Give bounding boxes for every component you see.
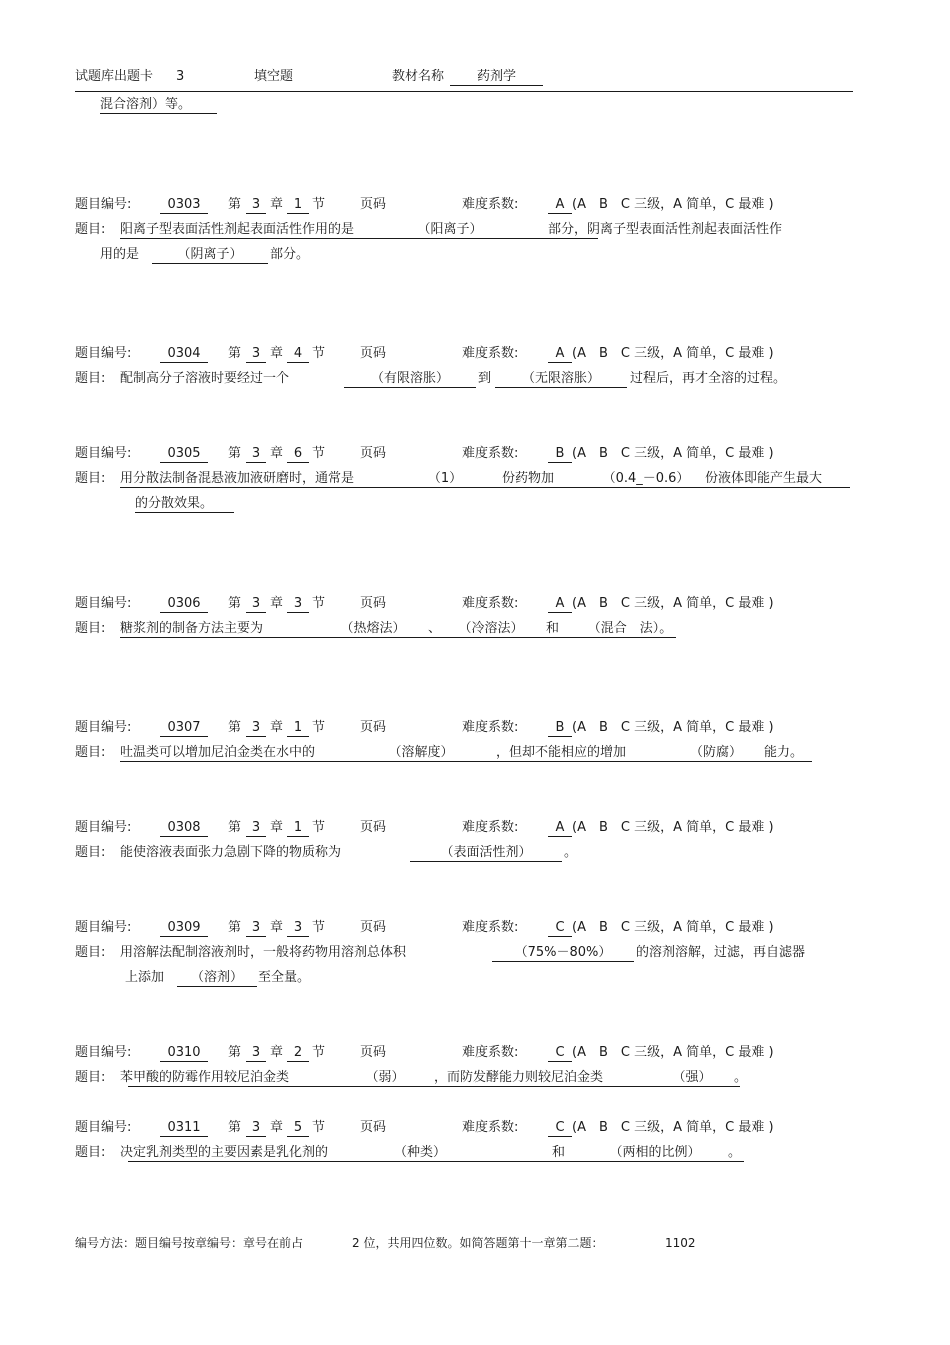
question-text: 能使溶液表面张力急剧下降的物质称为 [120, 845, 342, 860]
book-label: 教材名称 [392, 69, 445, 84]
difficulty-scale: (A B C 三级，A 简单，C 最难 ) [572, 720, 774, 735]
footer-text-a: 编号方法：题目编号按章编号：章号在前占 [75, 1236, 304, 1250]
section-number: 4 [287, 346, 309, 363]
page-label: 页码 [360, 1120, 387, 1135]
difficulty-label: 难度系数: [462, 720, 519, 735]
question-id: 0311 [160, 1120, 208, 1137]
difficulty-level: A [548, 346, 572, 363]
section-number: 6 [287, 446, 309, 463]
question-label: 题目: [75, 371, 106, 386]
difficulty-label: 难度系数: [462, 446, 519, 461]
chapter-suffix: 章 [270, 720, 284, 735]
difficulty-scale: (A B C 三级，A 简单，C 最难 ) [572, 1120, 774, 1135]
question-underline [135, 512, 234, 513]
question-text: 。 [734, 1070, 748, 1085]
question-id: 0304 [160, 346, 208, 363]
question-text: ，而防发酵能力则较尼泊金类 [434, 1070, 604, 1085]
question-id-label: 题目编号: [75, 720, 132, 735]
question-text: 用的是 [100, 247, 140, 262]
difficulty-label: 难度系数: [462, 197, 519, 212]
question-id: 0306 [160, 596, 208, 613]
question-id: 0309 [160, 920, 208, 937]
question-id: 0307 [160, 720, 208, 737]
question-id-label: 题目编号: [75, 346, 132, 361]
answer-blank: （无限溶胀） [495, 371, 627, 388]
difficulty-level: C [548, 1120, 572, 1137]
question-label: 题目: [75, 621, 106, 636]
question-label: 题目: [75, 745, 106, 760]
question-id: 0308 [160, 820, 208, 837]
section-suffix: 节 [312, 596, 326, 611]
question-label: 题目: [75, 945, 106, 960]
question-text: 份药物加 [502, 471, 555, 486]
section-number: 3 [287, 596, 309, 613]
question-id: 0303 [160, 197, 208, 214]
question-label: 题目: [75, 471, 106, 486]
question-text: 用溶解法配制溶液剂时，一般将药物用溶剂总体积 [120, 945, 407, 960]
chapter-number: 3 [246, 920, 266, 937]
difficulty-scale: (A B C 三级，A 简单，C 最难 ) [572, 1045, 774, 1060]
section-number: 1 [287, 720, 309, 737]
answer-blank: （阴离子） [152, 247, 268, 264]
chapter-number: 3 [246, 1120, 266, 1137]
difficulty-label: 难度系数: [462, 346, 519, 361]
question-underline [120, 238, 598, 239]
difficulty-level: B [548, 446, 572, 463]
section-number: 1 [287, 197, 309, 214]
question-id-label: 题目编号: [75, 1045, 132, 1060]
question-label: 题目: [75, 1070, 106, 1085]
difficulty-scale: (A B C 三级，A 简单，C 最难 ) [572, 820, 774, 835]
answer-blank: （弱） [340, 1070, 430, 1087]
answer-blank: （冷溶法） [458, 621, 524, 636]
chapter-suffix: 章 [270, 820, 284, 835]
question-text: 份液体即能产生最大 [705, 471, 823, 486]
page-label: 页码 [360, 1045, 387, 1060]
section-number: 1 [287, 820, 309, 837]
page-label: 页码 [360, 820, 387, 835]
chapter-number: 3 [246, 446, 266, 463]
page-label: 页码 [360, 346, 387, 361]
difficulty-label: 难度系数: [462, 820, 519, 835]
answer-blank: （种类） [380, 1145, 460, 1162]
card-label: 试题库出题卡 [75, 69, 154, 84]
difficulty-scale: (A B C 三级，A 简单，C 最难 ) [572, 446, 774, 461]
question-id-label: 题目编号: [75, 820, 132, 835]
question-text: 苯甲酸的防霉作用较尼泊金类 [120, 1070, 290, 1085]
chapter-suffix: 章 [270, 920, 284, 935]
question-type: 填空题 [254, 69, 294, 84]
difficulty-level: C [548, 920, 572, 937]
page-label: 页码 [360, 920, 387, 935]
chapter-prefix: 第 [228, 346, 242, 361]
section-suffix: 节 [312, 920, 326, 935]
difficulty-scale: (A B C 三级，A 简单，C 最难 ) [572, 346, 774, 361]
question-text: 糖浆剂的制备方法主要为 [120, 621, 264, 636]
chapter-number: 3 [246, 1045, 266, 1062]
question-text: 配制高分子溶液时要经过一个 [120, 371, 290, 386]
answer-blank: （有限溶胀） [344, 371, 476, 388]
section-suffix: 节 [312, 346, 326, 361]
chapter-prefix: 第 [228, 596, 242, 611]
footer-example: 1102 [665, 1236, 696, 1250]
difficulty-scale: (A B C 三级，A 简单，C 最难 ) [572, 596, 774, 611]
difficulty-label: 难度系数: [462, 1120, 519, 1135]
question-text: 阳离子型表面活性剂起表面活性作用的是 [120, 222, 355, 237]
chapter-prefix: 第 [228, 920, 242, 935]
question-text: 。 [728, 1145, 742, 1160]
question-text: 上添加 [125, 970, 165, 985]
question-text: 。 [564, 845, 578, 860]
question-text: 和 [552, 1145, 566, 1160]
question-underline [128, 1086, 740, 1087]
section-number: 3 [287, 920, 309, 937]
answer-blank: （75%－80%） [492, 945, 634, 962]
section-suffix: 节 [312, 446, 326, 461]
chapter-number: 3 [246, 197, 266, 214]
difficulty-level: A [548, 820, 572, 837]
page-label: 页码 [360, 720, 387, 735]
question-id-label: 题目编号: [75, 197, 132, 212]
chapter-prefix: 第 [228, 446, 242, 461]
chapter-suffix: 章 [270, 596, 284, 611]
difficulty-level: C [548, 1045, 572, 1062]
page-label: 页码 [360, 596, 387, 611]
question-text: 部分，阴离子型表面活性剂起表面活性作 [548, 222, 783, 237]
question-label: 题目: [75, 222, 106, 237]
difficulty-level: A [548, 197, 572, 214]
section-number: 5 [287, 1120, 309, 1137]
answer-blank: （混合 法）。 [584, 621, 676, 638]
difficulty-level: B [548, 720, 572, 737]
chapter-prefix: 第 [228, 720, 242, 735]
difficulty-label: 难度系数: [462, 920, 519, 935]
header-rule [75, 91, 853, 92]
question-text: 的溶剂溶解，过滤，再自滤器 [636, 945, 806, 960]
question-text: 的分散效果。 [135, 496, 214, 511]
question-text: ，但却不能相应的增加 [496, 745, 627, 760]
chapter-number: 3 [246, 346, 266, 363]
section-number: 2 [287, 1045, 309, 1062]
chapter-number: 3 [246, 596, 266, 613]
question-id-label: 题目编号: [75, 446, 132, 461]
chapter-prefix: 第 [228, 1045, 242, 1060]
section-suffix: 节 [312, 720, 326, 735]
section-suffix: 节 [312, 197, 326, 212]
answer-blank: （两相的比例） [590, 1145, 720, 1162]
difficulty-label: 难度系数: [462, 1045, 519, 1060]
footer-text-b: 2 位，共用四位数。如简答题第十一章第二题： [352, 1236, 604, 1250]
answer-blank: （防腐） [686, 745, 746, 762]
question-label: 题目: [75, 1145, 106, 1160]
question-text: 至全量。 [258, 970, 311, 985]
answer-blank: （1） [390, 471, 500, 488]
question-id: 0310 [160, 1045, 208, 1062]
section-suffix: 节 [312, 1120, 326, 1135]
book-name: 药剂学 [450, 69, 543, 86]
question-id-label: 题目编号: [75, 920, 132, 935]
question-text: 过程后，再才全溶的过程。 [630, 371, 787, 386]
question-text: 吐温类可以增加尼泊金类在水中的 [120, 745, 316, 760]
carryover-text: 混合溶剂）等。 [100, 97, 217, 114]
question-text: 用分散法制备混悬液加液研磨时，通常是 [120, 471, 355, 486]
chapter-suffix: 章 [270, 1120, 284, 1135]
answer-blank: （溶剂） [177, 970, 257, 987]
question-text: 到 [478, 371, 492, 386]
answer-blank: （阳离子） [390, 222, 510, 239]
chapter-prefix: 第 [228, 197, 242, 212]
answer-blank: （0.4_－0.6） [588, 471, 704, 488]
question-text: 部分。 [270, 247, 310, 262]
page-label: 页码 [360, 197, 387, 212]
answer-blank: （表面活性剂） [410, 845, 562, 862]
question-text: 能力。 [764, 745, 804, 760]
question-id: 0305 [160, 446, 208, 463]
question-text: 和 [546, 621, 560, 636]
chapter-number: 3 [246, 720, 266, 737]
question-id-label: 题目编号: [75, 1120, 132, 1135]
question-label: 题目: [75, 845, 106, 860]
chapter-suffix: 章 [270, 197, 284, 212]
chapter-prefix: 第 [228, 1120, 242, 1135]
question-text: 、 [428, 621, 442, 636]
difficulty-scale: (A B C 三级，A 简单，C 最难 ) [572, 920, 774, 935]
chapter-suffix: 章 [270, 1045, 284, 1060]
question-id-label: 题目编号: [75, 596, 132, 611]
answer-blank: （溶解度） [378, 745, 464, 762]
page-label: 页码 [360, 446, 387, 461]
chapter-suffix: 章 [270, 446, 284, 461]
answer-blank: （强） [650, 1070, 734, 1087]
difficulty-level: A [548, 596, 572, 613]
card-number: 3 [176, 69, 185, 84]
answer-blank: （热熔法） [340, 621, 406, 636]
section-suffix: 节 [312, 1045, 326, 1060]
difficulty-label: 难度系数: [462, 596, 519, 611]
chapter-number: 3 [246, 820, 266, 837]
question-text: 决定乳剂类型的主要因素是乳化剂的 [120, 1145, 329, 1160]
chapter-prefix: 第 [228, 820, 242, 835]
section-suffix: 节 [312, 820, 326, 835]
difficulty-scale: (A B C 三级，A 简单，C 最难 ) [572, 197, 774, 212]
chapter-suffix: 章 [270, 346, 284, 361]
